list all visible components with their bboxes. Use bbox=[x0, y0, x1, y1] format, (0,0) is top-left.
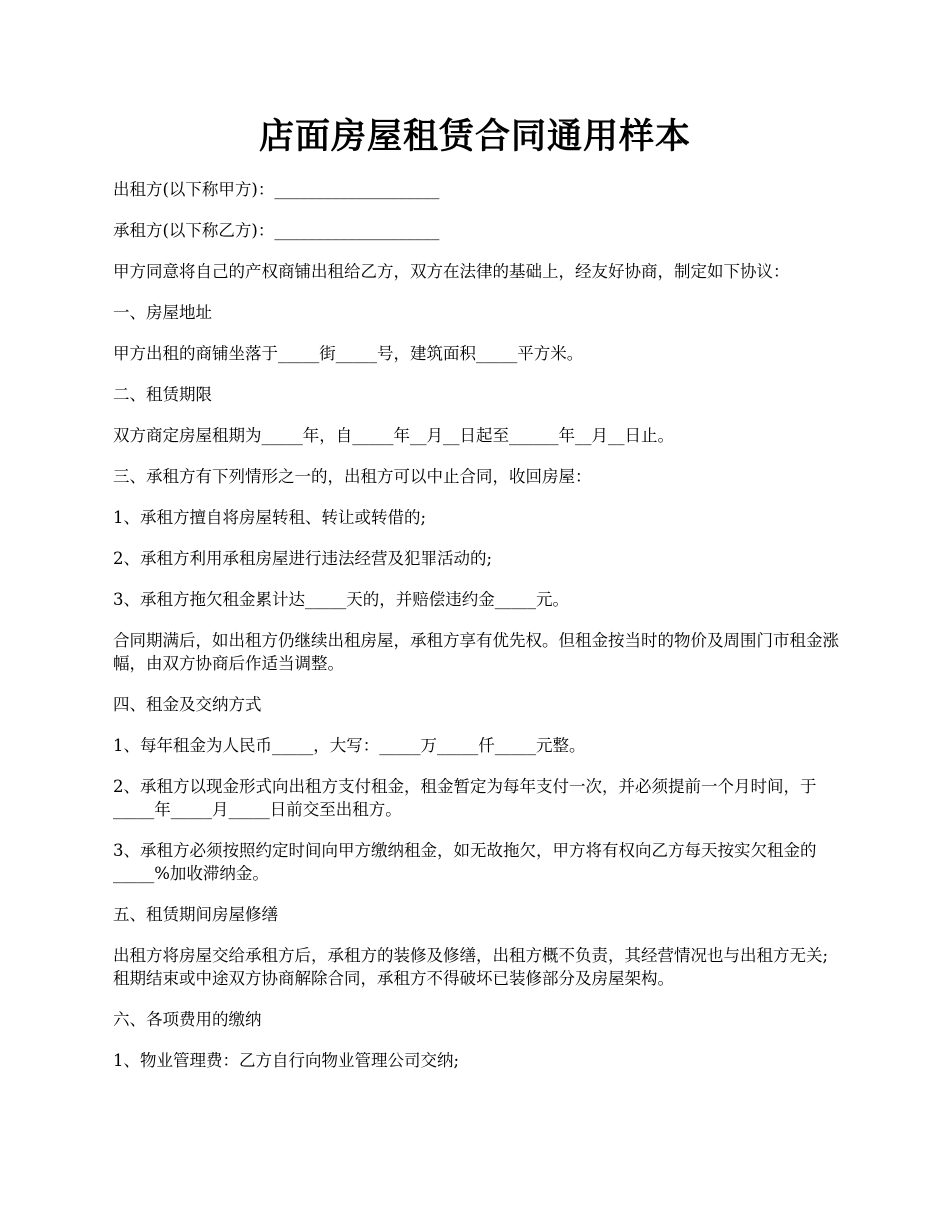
paragraph-term: 双方商定房屋租期为_____年，自_____年__月__日起至______年__月__日止。 bbox=[113, 426, 674, 445]
list-item: 3、承租方必须按照约定时间向甲方缴纳租金，如无故拖欠，甲方将有权向乙方每天按实欠租金的_____%加收滞纳金。 bbox=[113, 841, 817, 883]
list-item: 3、承租方拖欠租金累计达_____天的，并赔偿违约金_____元。 bbox=[113, 590, 569, 609]
list-item: 1、物业管理费：乙方自行向物业管理公司交纳; bbox=[113, 1051, 460, 1070]
paragraph-intro: 甲方同意将自己的产权商铺出租给乙方，双方在法律的基础上，经友好协商，制定如下协议： bbox=[113, 262, 790, 281]
paragraph-address: 甲方出租的商铺坐落于_____街_____号，建筑面积_____平方米。 bbox=[113, 344, 584, 363]
paragraph-renewal: 合同期满后，如出租方仍继续出租房屋，承租方享有优先权。但租金按当时的物价及周围门市租金涨幅，由双方协商后作适当调整。 bbox=[113, 631, 839, 673]
list-item: 2、承租方以现金形式向出租方支付租金，租金暂定为每年支付一次，并必须提前一个月时间，于_____年_____月_____日前交至出租方。 bbox=[113, 777, 817, 819]
list-item: 1、每年租金为人民币_____，大写：_____万_____仟_____元整。 bbox=[113, 736, 586, 755]
section-heading-term: 二、租赁期限 bbox=[113, 385, 212, 404]
section-heading-fees: 六、各项费用的缴纳 bbox=[113, 1010, 262, 1029]
section-heading-rent: 四、租金及交纳方式 bbox=[113, 695, 262, 714]
paragraph-repairs: 出租方将房屋交给承租方后，承租方的装修及修缮，出租方概不负责，其经营情况也与出租方无关;租期结束或中途双方协商解除合同，承租方不得破坏已装修部分及房屋架构。 bbox=[113, 946, 829, 988]
paragraph-lessee: 承租方(以下称乙方)：____________________ bbox=[113, 221, 440, 240]
section-heading-termination: 三、承租方有下列情形之一的，出租方可以中止合同，收回房屋： bbox=[113, 467, 592, 486]
document-body bbox=[113, 178, 843, 1090]
section-heading-repairs: 五、租赁期间房屋修缮 bbox=[113, 905, 278, 924]
list-item: 1、承租方擅自将房屋转租、转让或转借的; bbox=[113, 508, 427, 527]
paragraph-lessor: 出租方(以下称甲方)：____________________ bbox=[113, 180, 440, 199]
document-title: 店面房屋租赁合同通用样本 bbox=[258, 116, 691, 157]
list-item: 2、承租方利用承租房屋进行违法经营及犯罪活动的; bbox=[113, 549, 493, 568]
section-heading-address: 一、房屋地址 bbox=[113, 303, 212, 322]
